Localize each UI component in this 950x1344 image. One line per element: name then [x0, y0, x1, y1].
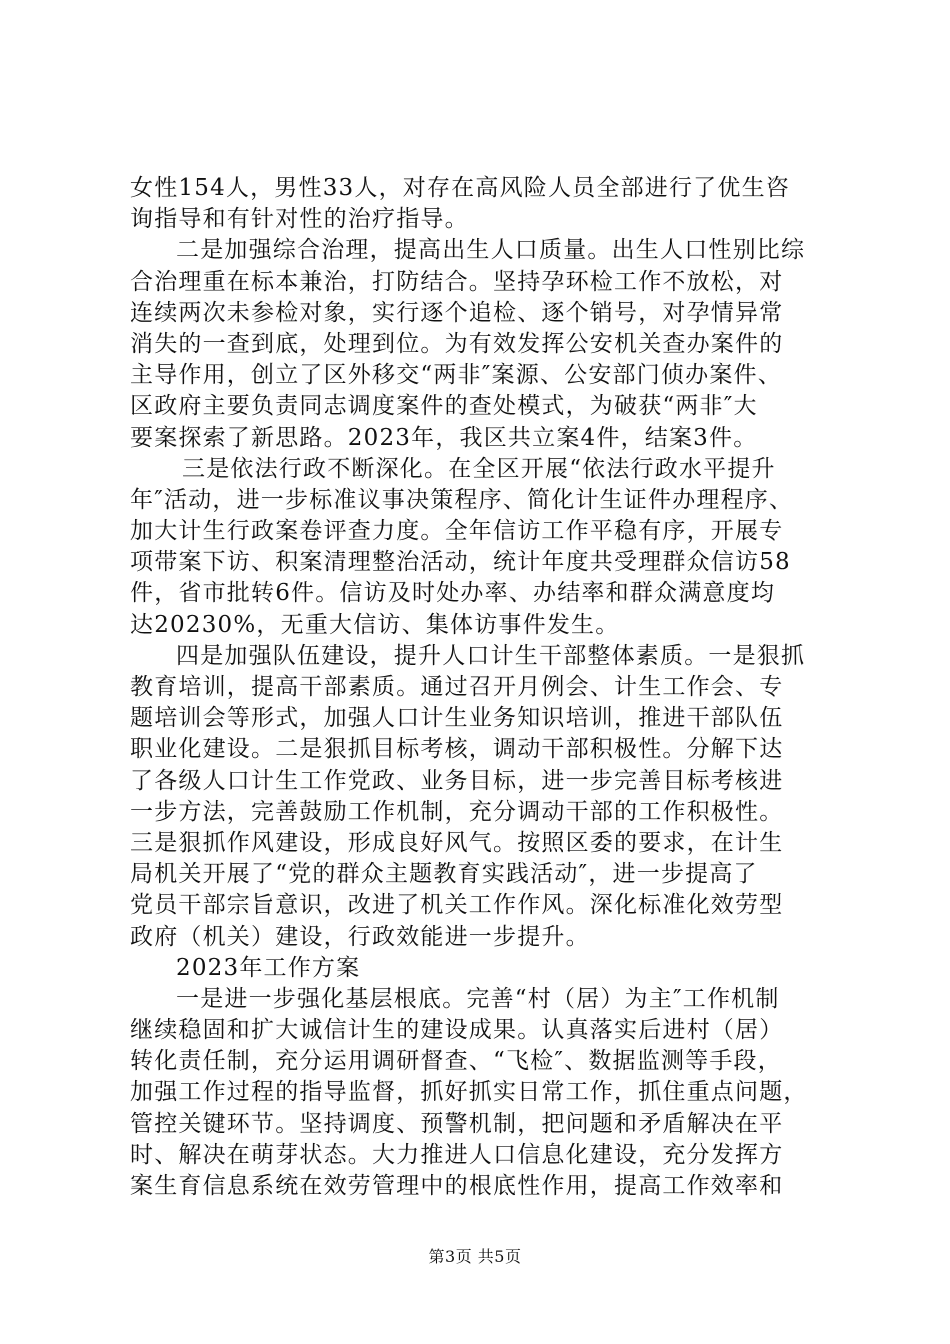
document-body	[130, 173, 830, 1202]
text-line: 区政府主要负责同志调度案件的查处模式，为破获“两非″大	[130, 393, 758, 420]
text-line: 消失的一查到底，处理到位。为有效发挥公安机关查办案件的	[130, 330, 784, 357]
text-line: 三是狠抓作风建设，形成良好风气。按照区委的要求，在计生	[130, 829, 784, 856]
text-line: 政府（机关）建设，行政效能进一步提升。	[130, 923, 590, 950]
text-line: 要案探索了新思路。2023年，我区共立案4件，结案3件。	[130, 424, 758, 451]
text-line: 达20230%，无重大信访、集体访事件发生。	[130, 611, 620, 638]
section-heading: 2023年工作方案	[176, 954, 361, 981]
text-line: 了各级人口计生工作党政、业务目标，进一步完善目标考核进	[130, 767, 784, 794]
text-line: 询指导和有针对性的治疗指导。	[130, 206, 469, 233]
text-line: 件，省市批转6件。信访及时处办率、办结率和群众满意度均	[130, 580, 776, 607]
text-line: 二是加强综合治理，提高出生人口质量。出生人口性别比综	[176, 237, 806, 264]
text-line: 加强工作过程的指导监督，抓好抓实日常工作，抓住重点问题，	[130, 1079, 808, 1106]
text-line: 加大计生行政案卷评查力度。全年信访工作平稳有序，开展专	[130, 518, 784, 545]
text-line: 主导作用，创立了区外移交“两非″案源、公安部门侦办案件、	[130, 362, 782, 389]
text-line: 题培训会等形式，加强人口计生业务知识培训，推进干部队伍	[130, 705, 784, 732]
page-footer: 第3页 共5页	[428, 1247, 522, 1266]
text-line: 一步方法，完善鼓励工作机制，充分调动干部的工作积极性。	[130, 798, 784, 825]
text-line: 党员干部宗旨意识，改进了机关工作作风。深化标准化效劳型	[130, 892, 784, 919]
text-line: 项带案下访、积案清理整治活动，统计年度共受理群众信访58	[130, 549, 791, 576]
text-line: 时、解决在萌芽状态。大力推进人口信息化建设，充分发挥方	[130, 1141, 784, 1168]
text-line: 案生育信息系统在效劳管理中的根底性作用，提高工作效率和	[130, 1173, 784, 1199]
text-line: 继续稳固和扩大诚信计生的建设成果。认真落实后进村（居）	[130, 1017, 784, 1044]
text-line: 管控关键环节。坚持调度、预警机制，把问题和矛盾解决在平	[130, 1110, 784, 1137]
text-line: 合治理重在标本兼治，打防结合。坚持孕环检工作不放松，对	[130, 268, 784, 295]
text-line: 三是依法行政不断深化。在全区开展“依法行政水平提升	[182, 455, 776, 482]
text-line: 教育培训，提高干部素质。通过召开月例会、计生工作会、专	[130, 674, 784, 700]
text-line: 局机关开展了“党的群众主题教育实践活动″，进一步提高了	[130, 861, 758, 888]
text-line: 转化责任制，充分运用调研督查、“飞检″、数据监测等手段，	[130, 1048, 782, 1075]
text-line: 年″活动，进一步标准议事决策程序、简化计生证件办理程序、	[130, 486, 794, 513]
text-line: 四是加强队伍建设，提升人口计生干部整体素质。一是狠抓	[176, 642, 806, 669]
text-line: 连续两次未参检对象，实行逐个追检、逐个销号，对孕情异常	[130, 299, 784, 326]
text-line: 职业化建设。二是狠抓目标考核，调动干部积极性。分解下达	[130, 736, 784, 763]
text-line: 一是进一步强化基层根底。完善“村（居）为主″工作机制	[176, 985, 780, 1012]
text-line: 女性154人，男性33人，对存在高风险人员全部进行了优生咨	[130, 175, 790, 201]
